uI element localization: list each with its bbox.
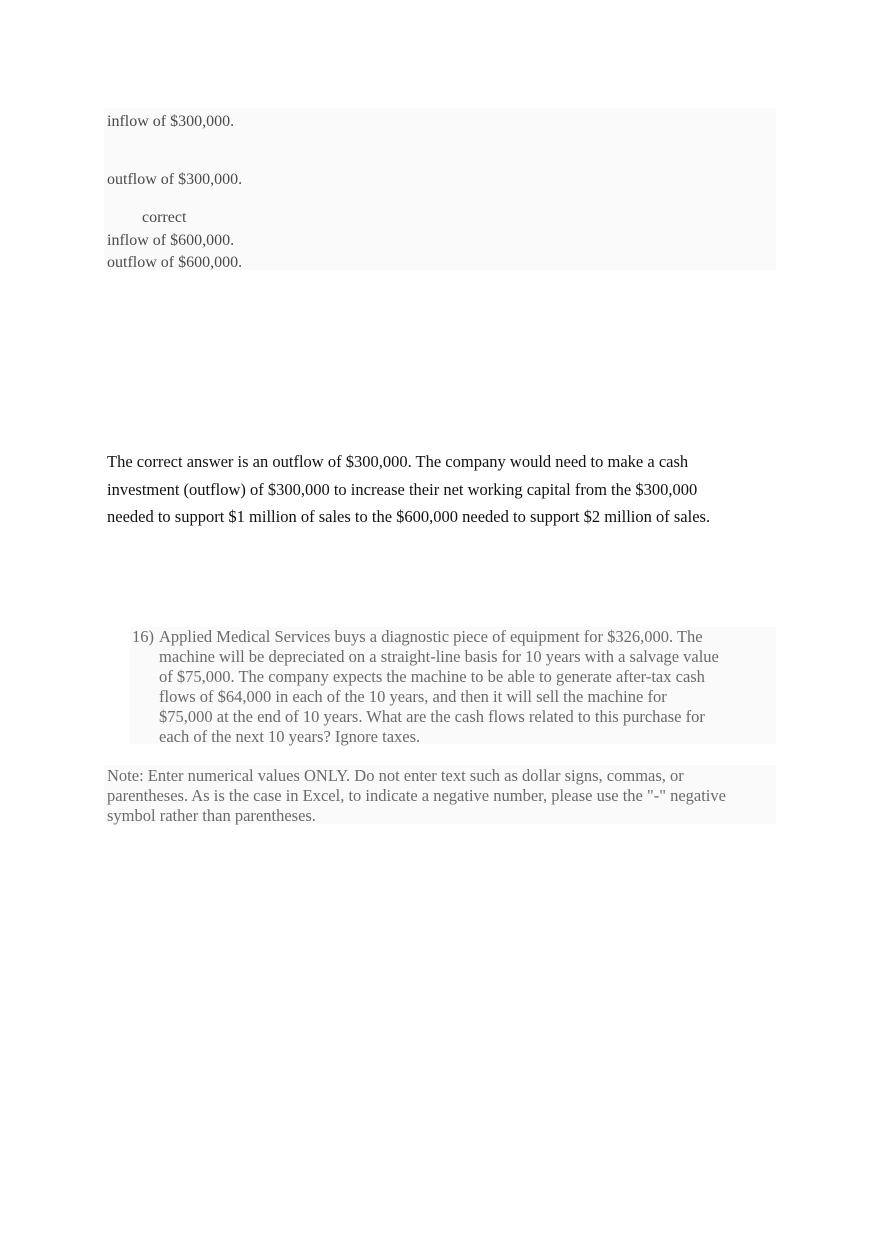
answer-option-inflow-600000[interactable]: inflow of $600,000. bbox=[107, 232, 235, 249]
question-text: Applied Medical Services buys a diagnostic piece of equipment for $326,000. The machine will be depreciated on a straight-line basis for 10 years with a salvage value of $75,000. The company expects the machine to be able to generate after-tax cash flows of $64,000 in each of the 10 years, and then it will sell the machine for $75,000 at the end of 10 years. What are the cash flows related to this purchase for each of the next 10 years? Ignore taxes. bbox=[159, 627, 719, 746]
entry-note: Note: Enter numerical values ONLY. Do not enter text such as dollar signs, commas, or parentheses. As is the case in Excel, to indicate a negative number, please use the "-" negative symbol rather than parentheses. bbox=[107, 766, 726, 825]
answer-option-inflow-300000[interactable]: inflow of $300,000. bbox=[107, 113, 235, 130]
question-number: 16) bbox=[132, 627, 154, 646]
answer-explanation: The correct answer is an outflow of $300,000. The company would need to make a cash investment (outflow) of $300,000 to increase their net working capital from the $300,000 needed to support $1 million of sales to the $600,000 needed to support $2 million of sales. bbox=[107, 452, 711, 526]
question-16 bbox=[132, 627, 732, 747]
answer-option-outflow-600000[interactable]: outflow of $600,000. bbox=[107, 254, 243, 271]
answer-option-outflow-300000[interactable]: outflow of $300,000. bbox=[107, 171, 243, 188]
correct-marker: correct bbox=[142, 209, 187, 226]
